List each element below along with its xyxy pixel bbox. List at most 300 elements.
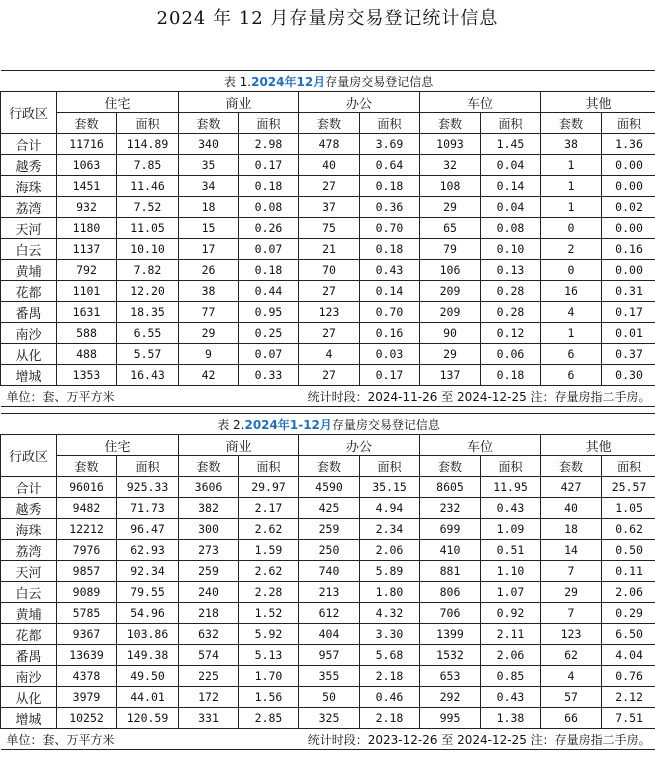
table-cell: 137	[420, 365, 481, 386]
table-cell: 96016	[57, 477, 117, 498]
table-caption-row	[1, 71, 655, 92]
table-row	[1, 477, 655, 498]
table-cell: 2.34	[360, 519, 420, 540]
area-header: 面积	[239, 113, 299, 134]
table-cell: 0.43	[481, 498, 541, 519]
table-cell: 259	[299, 519, 360, 540]
column-group-header: 商业	[179, 92, 299, 113]
district-name: 增城	[1, 708, 57, 729]
district-name: 海珠	[1, 176, 57, 197]
table-cell: 1101	[57, 281, 117, 302]
table-cell: 0.85	[481, 666, 541, 687]
table-cell: 0.11	[602, 561, 655, 582]
table-cell: 0.43	[360, 260, 420, 281]
table-cell: 29.97	[239, 477, 299, 498]
table-cell: 1.07	[481, 582, 541, 603]
table-cell: 0.18	[360, 239, 420, 260]
table-cell: 7.82	[117, 260, 179, 281]
table-cell: 44.01	[117, 687, 179, 708]
table-cell: 92.34	[117, 561, 179, 582]
table-cell: 27	[299, 176, 360, 197]
table-cell: 1353	[57, 365, 117, 386]
table-cell: 25.57	[602, 477, 655, 498]
table-cell: 9482	[57, 498, 117, 519]
table-cell: 355	[299, 666, 360, 687]
table-cell: 120.59	[117, 708, 179, 729]
column-group-header: 商业	[179, 435, 299, 456]
table-cell: 1.05	[602, 498, 655, 519]
table-row	[1, 645, 655, 666]
table-cell: 49.50	[117, 666, 179, 687]
table-cell: 70	[299, 260, 360, 281]
table-cell: 77	[179, 302, 239, 323]
table-cell: 17	[179, 239, 239, 260]
table-row	[1, 519, 655, 540]
area-header: 面积	[360, 113, 420, 134]
table-cell: 26	[179, 260, 239, 281]
table-cell: 240	[179, 582, 239, 603]
unit-note: 单位：套、万平方米	[6, 732, 115, 747]
table-cell: 12.20	[117, 281, 179, 302]
table-cell: 21	[299, 239, 360, 260]
district-name: 越秀	[1, 155, 57, 176]
table-cell: 0.02	[602, 197, 655, 218]
table-cell: 10.10	[117, 239, 179, 260]
table-cell: 1.38	[481, 708, 541, 729]
table-cell: 881	[420, 561, 481, 582]
count-header: 套数	[57, 113, 117, 134]
column-group-header: 车位	[420, 92, 541, 113]
table-cell: 0.04	[481, 155, 541, 176]
table-cell: 0.37	[602, 344, 655, 365]
period-note: 统计时段：2024-11-26 至 2024-12-25 注：存量房指二手房。	[307, 389, 651, 404]
table-cell: 123	[541, 624, 602, 645]
table-caption	[1, 414, 655, 435]
table-cell: 1	[541, 323, 602, 344]
table-cell: 0.44	[239, 281, 299, 302]
table-cell: 932	[57, 197, 117, 218]
table-cell: 1.52	[239, 603, 299, 624]
table-cell: 0	[541, 260, 602, 281]
table-cell: 0.26	[239, 218, 299, 239]
table-cell: 0.46	[360, 687, 420, 708]
table-cell: 5.13	[239, 645, 299, 666]
table-cell: 488	[57, 344, 117, 365]
table-cell: 1.09	[481, 519, 541, 540]
table-cell: 1137	[57, 239, 117, 260]
table-cell: 79.55	[117, 582, 179, 603]
table-cell: 0.18	[239, 176, 299, 197]
table-cell: 29	[420, 344, 481, 365]
table-row	[1, 323, 655, 344]
table-cell: 50	[299, 687, 360, 708]
caption-prefix: 表 2.	[217, 417, 245, 432]
table-cell: 382	[179, 498, 239, 519]
table-footer-row	[1, 386, 655, 407]
table-cell: 0.70	[360, 218, 420, 239]
table-cell: 2.62	[239, 561, 299, 582]
unit-note: 单位：套、万平方米	[6, 389, 115, 404]
area-header: 面积	[481, 456, 541, 477]
table-cell: 3606	[179, 477, 239, 498]
table-cell: 292	[420, 687, 481, 708]
district-name: 合计	[1, 134, 57, 155]
count-header: 套数	[541, 113, 602, 134]
table-cell: 957	[299, 645, 360, 666]
table-cell: 0.18	[481, 365, 541, 386]
table-cell: 0.03	[360, 344, 420, 365]
table-cell: 0.08	[239, 197, 299, 218]
table-row	[1, 624, 655, 645]
table-cell: 340	[179, 134, 239, 155]
table-cell: 250	[299, 540, 360, 561]
table-cell: 7	[541, 603, 602, 624]
table-cell: 588	[57, 323, 117, 344]
monthly-transaction-table	[0, 70, 655, 407]
table-cell: 0.18	[360, 176, 420, 197]
table-cell: 331	[179, 708, 239, 729]
column-group-header: 办公	[299, 435, 420, 456]
table-row	[1, 687, 655, 708]
table-cell: 1631	[57, 302, 117, 323]
table-cell: 38	[541, 134, 602, 155]
table-cell: 2.06	[602, 582, 655, 603]
table-cell: 1.36	[602, 134, 655, 155]
table-cell: 1.59	[239, 540, 299, 561]
table-row	[1, 218, 655, 239]
table-cell: 1093	[420, 134, 481, 155]
count-header: 套数	[299, 456, 360, 477]
table-cell: 1.70	[239, 666, 299, 687]
table-cell: 18.35	[117, 302, 179, 323]
district-name: 黄埔	[1, 603, 57, 624]
table-cell: 3.30	[360, 624, 420, 645]
table-cell: 14	[541, 540, 602, 561]
table-cell: 0.92	[481, 603, 541, 624]
page-title: 2024 年 12 月存量房交易登记统计信息	[156, 8, 499, 29]
table-cell: 2.06	[481, 645, 541, 666]
count-header: 套数	[299, 113, 360, 134]
table-cell: 35.15	[360, 477, 420, 498]
table-cell: 0.76	[602, 666, 655, 687]
table-cell: 108	[420, 176, 481, 197]
table-cell: 2.85	[239, 708, 299, 729]
table-cell: 232	[420, 498, 481, 519]
group-header-row	[1, 92, 655, 113]
table-cell: 0.04	[481, 197, 541, 218]
table-caption-row	[1, 414, 655, 435]
table-cell: 612	[299, 603, 360, 624]
table-cell: 96.47	[117, 519, 179, 540]
table-cell: 18	[541, 519, 602, 540]
table-row	[1, 134, 655, 155]
table-cell: 0.64	[360, 155, 420, 176]
table-cell: 2.18	[360, 708, 420, 729]
table-cell: 8605	[420, 477, 481, 498]
table-cell: 0.13	[481, 260, 541, 281]
table-cell: 123	[299, 302, 360, 323]
table-cell: 65	[420, 218, 481, 239]
table-cell: 0.16	[602, 239, 655, 260]
table-cell: 5.92	[239, 624, 299, 645]
table-cell: 0.51	[481, 540, 541, 561]
caption-suffix: 存量房交易登记信息	[331, 417, 440, 432]
table-cell: 0.43	[481, 687, 541, 708]
table-cell: 706	[420, 603, 481, 624]
table-cell: 653	[420, 666, 481, 687]
table-cell: 0.00	[602, 176, 655, 197]
table-cell: 0.00	[602, 218, 655, 239]
table-cell: 172	[179, 687, 239, 708]
table-cell: 0.00	[602, 155, 655, 176]
table-cell: 40	[299, 155, 360, 176]
table-footer-row	[1, 729, 655, 750]
table-cell: 2.62	[239, 519, 299, 540]
district-name: 天河	[1, 561, 57, 582]
table-cell: 4	[541, 666, 602, 687]
table-cell: 7.51	[602, 708, 655, 729]
sub-header-row	[1, 456, 655, 477]
table-cell: 62.93	[117, 540, 179, 561]
table-cell: 37	[299, 197, 360, 218]
table-cell: 7976	[57, 540, 117, 561]
table-cell: 4	[541, 302, 602, 323]
table-cell: 29	[179, 323, 239, 344]
district-name: 合计	[1, 477, 57, 498]
column-group-header: 办公	[299, 92, 420, 113]
table-cell: 209	[420, 281, 481, 302]
table-cell: 0.28	[481, 281, 541, 302]
table-cell: 273	[179, 540, 239, 561]
table-cell: 2.06	[360, 540, 420, 561]
table-row	[1, 344, 655, 365]
table-cell: 0.06	[481, 344, 541, 365]
table-cell: 11.05	[117, 218, 179, 239]
table-cell: 5.89	[360, 561, 420, 582]
table-cell: 15	[179, 218, 239, 239]
district-name: 南沙	[1, 323, 57, 344]
table-cell: 427	[541, 477, 602, 498]
count-header: 套数	[420, 113, 481, 134]
district-name: 白云	[1, 239, 57, 260]
table-cell: 9089	[57, 582, 117, 603]
table-cell: 7.85	[117, 155, 179, 176]
table-row	[1, 260, 655, 281]
table-row	[1, 365, 655, 386]
district-name: 天河	[1, 218, 57, 239]
area-header: 面积	[239, 456, 299, 477]
district-name: 越秀	[1, 498, 57, 519]
table-cell: 7	[541, 561, 602, 582]
table-cell: 11716	[57, 134, 117, 155]
table-cell: 209	[420, 302, 481, 323]
table-cell: 1.56	[239, 687, 299, 708]
table-footer	[1, 729, 655, 750]
area-header: 面积	[360, 456, 420, 477]
table-cell: 11.95	[481, 477, 541, 498]
table-cell: 2.18	[360, 666, 420, 687]
district-name: 从化	[1, 344, 57, 365]
table-cell: 213	[299, 582, 360, 603]
table-cell: 9	[179, 344, 239, 365]
table-row	[1, 302, 655, 323]
table-cell: 2.28	[239, 582, 299, 603]
table-cell: 1.80	[360, 582, 420, 603]
table-cell: 29	[541, 582, 602, 603]
table-cell: 90	[420, 323, 481, 344]
district-header: 行政区	[1, 435, 57, 477]
table-cell: 404	[299, 624, 360, 645]
table-cell: 0.10	[481, 239, 541, 260]
table-row	[1, 197, 655, 218]
table-cell: 12212	[57, 519, 117, 540]
table-cell: 740	[299, 561, 360, 582]
table-cell: 0.33	[239, 365, 299, 386]
district-name: 南沙	[1, 666, 57, 687]
table-cell: 5.68	[360, 645, 420, 666]
caption-prefix: 表 1.	[223, 74, 252, 89]
table-cell: 2	[541, 239, 602, 260]
table-cell: 0.01	[602, 323, 655, 344]
table-cell: 0.31	[602, 281, 655, 302]
table-cell: 1180	[57, 218, 117, 239]
table-cell: 1	[541, 155, 602, 176]
table-cell: 4378	[57, 666, 117, 687]
table-cell: 0.17	[239, 155, 299, 176]
table-cell: 35	[179, 155, 239, 176]
table-cell: 1.10	[481, 561, 541, 582]
caption-suffix: 存量房交易登记信息	[325, 74, 434, 89]
table-cell: 5785	[57, 603, 117, 624]
table-cell: 1451	[57, 176, 117, 197]
table-cell: 259	[179, 561, 239, 582]
table-cell: 27	[299, 365, 360, 386]
table-cell: 66	[541, 708, 602, 729]
table-row	[1, 176, 655, 197]
table-cell: 225	[179, 666, 239, 687]
table-cell: 0.14	[481, 176, 541, 197]
table-cell: 0.16	[360, 323, 420, 344]
table-cell: 3979	[57, 687, 117, 708]
table-cell: 574	[179, 645, 239, 666]
table-cell: 410	[420, 540, 481, 561]
table-row	[1, 281, 655, 302]
district-name: 增城	[1, 365, 57, 386]
count-header: 套数	[179, 456, 239, 477]
table-cell: 0.50	[602, 540, 655, 561]
table-cell: 0.28	[481, 302, 541, 323]
table-cell: 632	[179, 624, 239, 645]
table-cell: 9857	[57, 561, 117, 582]
table-cell: 6	[541, 365, 602, 386]
table-cell: 6.55	[117, 323, 179, 344]
column-group-header: 住宅	[57, 92, 179, 113]
table-cell: 699	[420, 519, 481, 540]
table-cell: 4.32	[360, 603, 420, 624]
table-cell: 2.11	[481, 624, 541, 645]
table-cell: 1063	[57, 155, 117, 176]
table-cell: 0.07	[239, 239, 299, 260]
caption-highlight: 2024年12月	[251, 74, 326, 89]
table-cell: 1	[541, 197, 602, 218]
table-cell: 6.50	[602, 624, 655, 645]
table-footer	[1, 386, 655, 407]
table-cell: 4.94	[360, 498, 420, 519]
district-name: 花都	[1, 624, 57, 645]
period-note: 统计时段：2023-12-26 至 2024-12-25 注：存量房指二手房。	[307, 732, 651, 747]
table-cell: 5.57	[117, 344, 179, 365]
table-cell: 995	[420, 708, 481, 729]
district-header: 行政区	[1, 92, 57, 134]
table-cell: 40	[541, 498, 602, 519]
table-row	[1, 155, 655, 176]
table-cell: 792	[57, 260, 117, 281]
table-cell: 478	[299, 134, 360, 155]
table-cell: 0.08	[481, 218, 541, 239]
column-group-header: 其他	[541, 92, 655, 113]
district-name: 海珠	[1, 519, 57, 540]
area-header: 面积	[602, 113, 655, 134]
table-row	[1, 561, 655, 582]
count-header: 套数	[57, 456, 117, 477]
table-cell: 2.98	[239, 134, 299, 155]
district-name: 荔湾	[1, 197, 57, 218]
table-cell: 16.43	[117, 365, 179, 386]
table-cell: 10252	[57, 708, 117, 729]
table-row	[1, 540, 655, 561]
table-cell: 79	[420, 239, 481, 260]
table-cell: 325	[299, 708, 360, 729]
table-cell: 0.00	[602, 260, 655, 281]
table-cell: 806	[420, 582, 481, 603]
table-cell: 103.86	[117, 624, 179, 645]
table-cell: 11.46	[117, 176, 179, 197]
sub-header-row	[1, 113, 655, 134]
district-name: 荔湾	[1, 540, 57, 561]
district-name: 从化	[1, 687, 57, 708]
table-cell: 0.70	[360, 302, 420, 323]
table-row	[1, 666, 655, 687]
table-cell: 34	[179, 176, 239, 197]
table-cell: 16	[541, 281, 602, 302]
table-cell: 300	[179, 519, 239, 540]
district-name: 番禺	[1, 302, 57, 323]
district-name: 番禺	[1, 645, 57, 666]
table-cell: 27	[299, 281, 360, 302]
table-cell: 75	[299, 218, 360, 239]
table-cell: 0.07	[239, 344, 299, 365]
count-header: 套数	[179, 113, 239, 134]
table-cell: 54.96	[117, 603, 179, 624]
table-cell: 0.29	[602, 603, 655, 624]
table-cell: 38	[179, 281, 239, 302]
table-cell: 18	[179, 197, 239, 218]
table-cell: 0.17	[602, 302, 655, 323]
table-row	[1, 708, 655, 729]
table-cell: 0.30	[602, 365, 655, 386]
table-cell: 57	[541, 687, 602, 708]
table-cell: 6	[541, 344, 602, 365]
table-cell: 4590	[299, 477, 360, 498]
table-cell: 106	[420, 260, 481, 281]
count-header: 套数	[420, 456, 481, 477]
table-cell: 9367	[57, 624, 117, 645]
column-group-header: 其他	[541, 435, 655, 456]
table-cell: 2.17	[239, 498, 299, 519]
district-name: 白云	[1, 582, 57, 603]
table-cell: 7.52	[117, 197, 179, 218]
table-cell: 0.12	[481, 323, 541, 344]
